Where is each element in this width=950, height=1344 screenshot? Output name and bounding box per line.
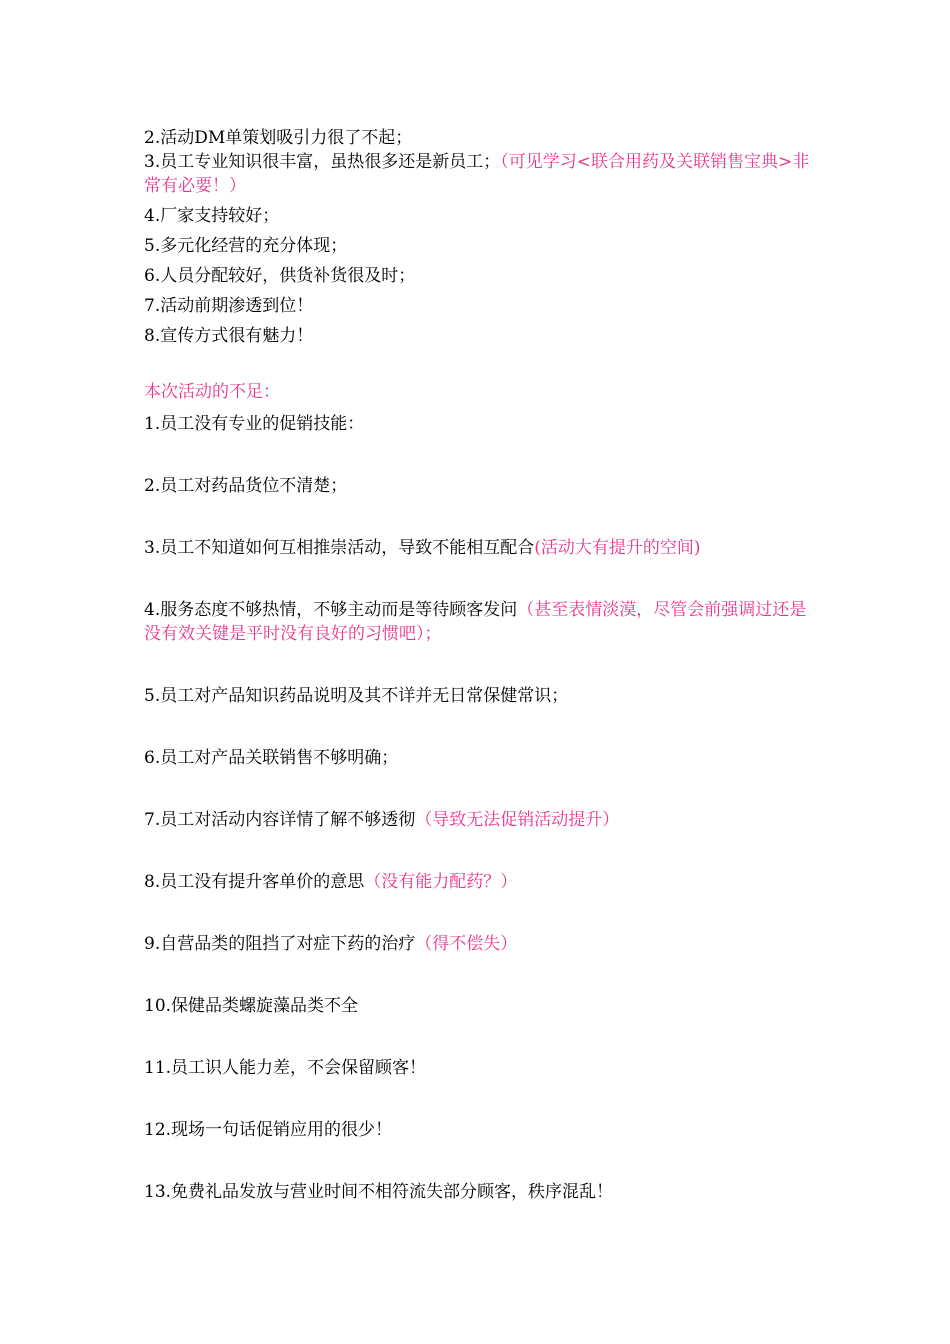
item-note: （可见学习<联合用药及关联销售宝典>非常有必要！） — [144, 152, 810, 196]
item-text: 5.员工对产品知识药品说明及其不详并无日常保健常识； — [144, 686, 569, 706]
weakness-item — [144, 808, 814, 832]
item-text: 13.免费礼品发放与营业时间不相符流失部分顾客，秩序混乱！ — [144, 1182, 614, 1202]
weakness-item — [144, 932, 814, 956]
weakness-item — [144, 1180, 814, 1204]
item-text: 3.员工专业知识很丰富，虽热很多还是新员工； — [144, 152, 501, 172]
item-text: 6.员工对产品关联销售不够明确； — [144, 748, 399, 768]
item-text: 8.宣传方式很有魅力！ — [144, 326, 314, 346]
item-note: （甚至表情淡漠，尽管会前强调过还是没有效关键是平时没有良好的习惯吧）； — [144, 600, 807, 644]
item-note: （得不偿失） — [415, 934, 518, 954]
item-text: 10.保健品类螺旋藻品类不全 — [144, 996, 359, 1016]
item-text: 5.多元化经营的充分体现； — [144, 236, 348, 256]
strength-item — [144, 234, 814, 258]
item-text: 3.员工不知道如何互相推崇活动，导致不能相互配合 — [144, 538, 535, 558]
section-heading: 本次活动的不足： — [144, 382, 280, 402]
item-text: 2.活动DM单策划吸引力很了不起； — [144, 128, 413, 148]
weakness-item — [144, 412, 814, 436]
strength-item — [144, 264, 814, 288]
weakness-item — [144, 870, 814, 894]
item-text: 11.员工识人能力差，不会保留顾客！ — [144, 1058, 427, 1078]
item-note: （导致无法促销活动提升） — [415, 810, 620, 830]
item-text: 7.员工对活动内容详情了解不够透彻 — [144, 810, 416, 830]
weakness-item — [144, 684, 814, 708]
item-text: 1.员工没有专业的促销技能： — [144, 414, 365, 434]
item-text: 4.服务态度不够热情，不够主动而是等待顾客发问 — [144, 600, 518, 620]
item-text: 7.活动前期渗透到位！ — [144, 296, 314, 316]
weakness-item — [144, 474, 814, 498]
weakness-item — [144, 536, 814, 560]
strength-item — [144, 294, 814, 318]
weakness-item — [144, 1056, 814, 1080]
strength-item — [144, 150, 814, 198]
item-note: (活动大有提升的空间) — [534, 538, 701, 558]
item-text: 2.员工对药品货位不清楚； — [144, 476, 348, 496]
weakness-item — [144, 1118, 814, 1142]
item-text: 9.自营品类的阻挡了对症下药的治疗 — [144, 934, 416, 954]
strength-item — [144, 324, 814, 348]
item-text: 8.员工没有提升客单价的意思 — [144, 872, 365, 892]
strength-item — [144, 126, 814, 150]
document-page — [144, 126, 814, 1204]
item-text: 6.人员分配较好，供货补货很及时； — [144, 266, 416, 286]
weakness-item — [144, 598, 814, 646]
item-text: 4.厂家支持较好； — [144, 206, 280, 226]
weakness-item — [144, 746, 814, 770]
strength-item — [144, 204, 814, 228]
weakness-item — [144, 994, 814, 1018]
item-note: （没有能力配药？） — [364, 872, 518, 892]
item-text: 12.现场一句话促销应用的很少！ — [144, 1120, 393, 1140]
